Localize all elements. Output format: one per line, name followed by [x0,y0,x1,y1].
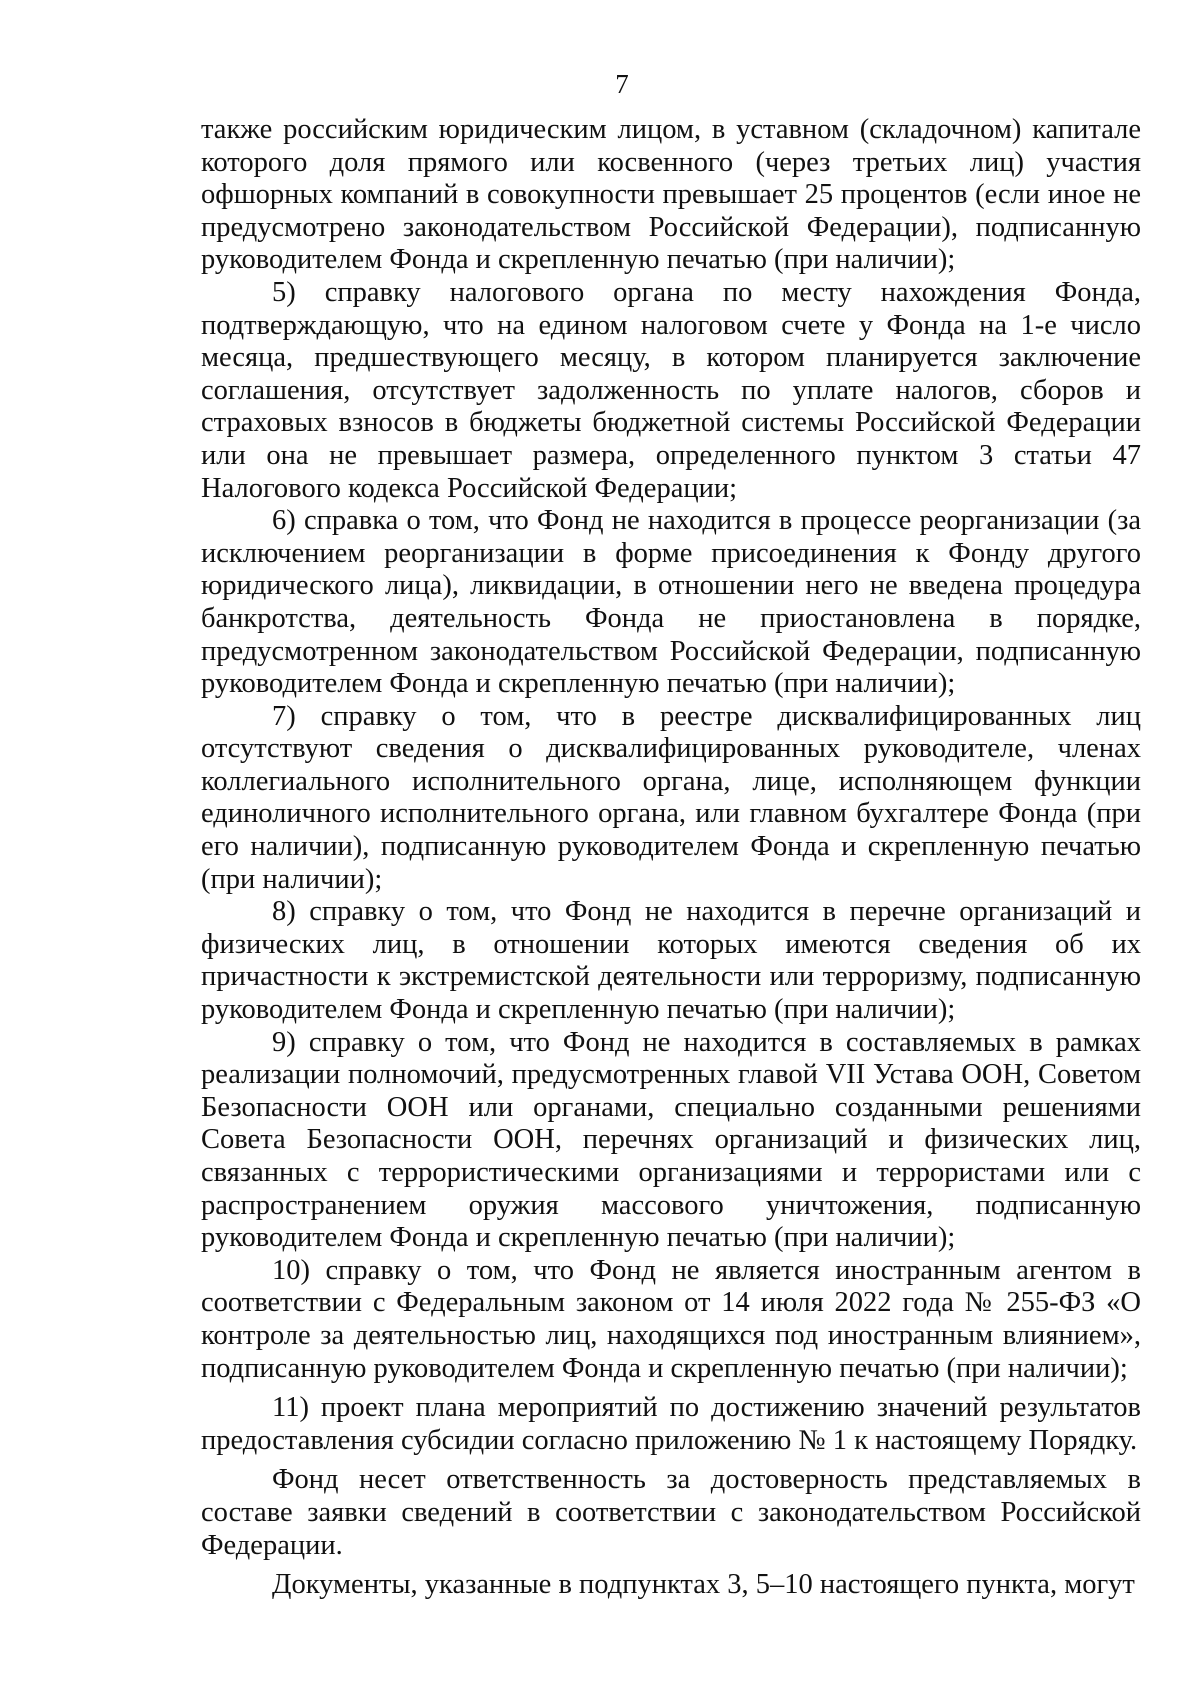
paragraph-continuation: также российским юридическим лицом, в уставном (складочном) капитале которого доля прямого или косвенного (через третьих лиц) участия офшорных компаний в совокупности превышает 25 процентов (если иное не предусмотрено законодательством Российской Федерации), подписанную руководителем Фонда и скрепленную печатью (при наличии); [201,114,1141,276]
document-body [201,114,1141,1602]
paragraph-item-10: 10) справку о том, что Фонд не является иностранным агентом в соответствии с Федеральным законом от 14 июля 2022 года № 255-ФЗ «О контроле за деятельностью лиц, находящихся под иностранным влиянием», подписанную руководителем Фонда и скрепленную печатью (при наличии); [201,1254,1141,1384]
paragraph-item-7: 7) справку о том, что в реестре дисквалифицированных лиц отсутствуют сведения о дисквалифицированных руководителе, членах коллегиального исполнительного органа, лице, исполняющем функции единоличного исполнительного органа, или главном бухгалтере Фонда (при его наличии), подписанную руководителем Фонда и скрепленную печатью (при наличии); [201,700,1141,895]
paragraph-item-6: 6) справка о том, что Фонд не находится в процессе реорганизации (за исключением реорганизации в форме присоединения к Фонду другого юридического лица), ликвидации, в отношении него не введена процедура банкротства, деятельность Фонда не приостановлена в порядке, предусмотренном законодательством Российской Федерации, подписанную руководителем Фонда и скрепленную печатью (при наличии); [201,505,1141,700]
paragraph-item-8: 8) справку о том, что Фонд не находится в перечне организаций и физических лиц, в отношении которых имеются сведения об их причастности к экстремистской деятельности или терроризму, подписанную руководителем Фонда и скрепленную печатью (при наличии); [201,896,1141,1026]
paragraph-responsibility: Фонд несет ответственность за достоверность представляемых в составе заявки сведений в соответствии с законодательством Российской Федерации. [201,1464,1141,1561]
paragraph-documents: Документы, указанные в подпунктах 3, 5–10 настоящего пункта, могут [272,1569,1135,1601]
paragraph-item-11: 11) проект плана мероприятий по достижению значений результатов предоставления субсидии согласно приложению № 1 к настоящему Порядку. [201,1392,1141,1456]
paragraph-item-9: 9) справку о том, что Фонд не находится в составляемых в рамках реализации полномочий, предусмотренных главой VII Устава ООН, Советом Безопасности ООН или органами, специально созданными решениями Совета Безопасности ООН, перечнях организаций и физических лиц, связанных с террористическими организациями и террористами или с распространением оружия массового уничтожения, подписанную руководителем Фонда и скрепленную печатью (при наличии); [201,1026,1141,1254]
page-number: 7 [615,69,629,99]
paragraph-item-5: 5) справку налогового органа по месту нахождения Фонда, подтверждающую, что на едином налоговом счете у Фонда на 1-е число месяца, предшествующего месяцу, в котором планируется заключение соглашения, отсутствует задолженность по уплате налогов, сборов и страховых взносов в бюджеты бюджетной системы Российской Федерации или она не превышает размера, определенного пунктом 3 статьи 47 Налогового кодекса Российской Федерации; [201,276,1141,504]
